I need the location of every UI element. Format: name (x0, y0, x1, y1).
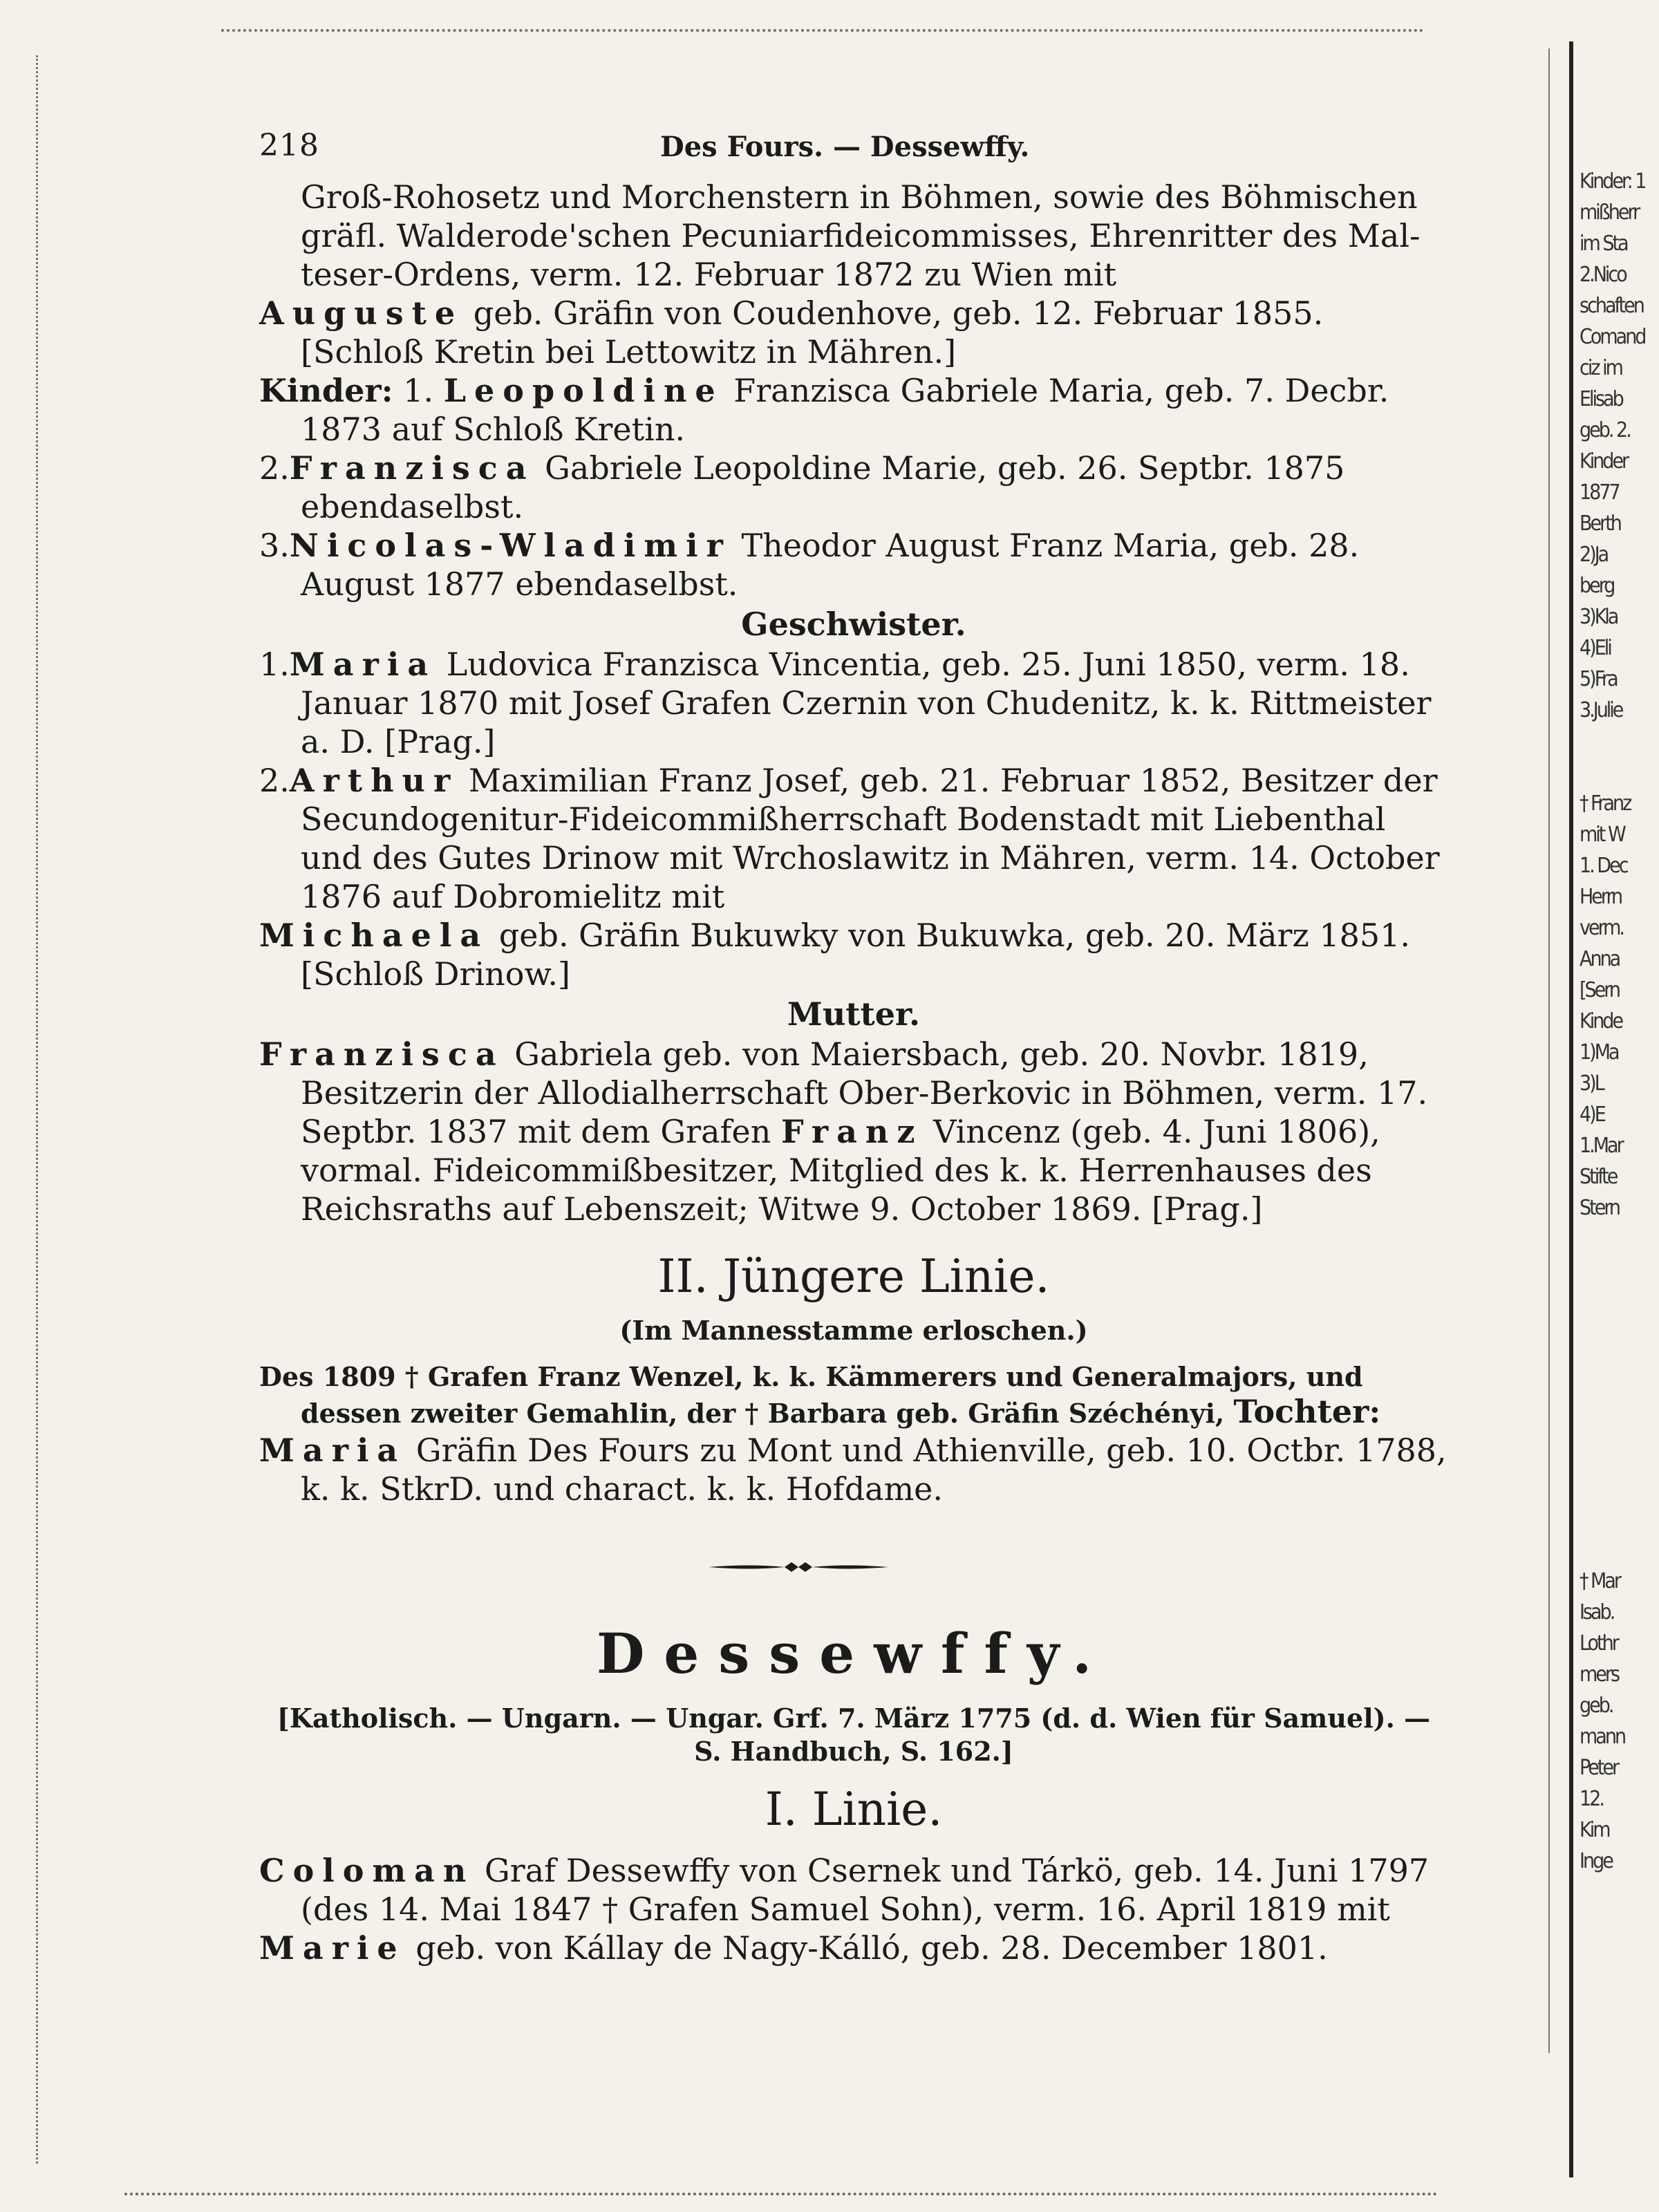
adjacent-fragment-line: Lothr (1580, 1631, 1618, 1656)
sibling-number: 2. (259, 762, 290, 799)
adjacent-fragment-line: verm. (1580, 916, 1624, 940)
adjacent-fragment-line (1580, 1317, 1656, 1348)
continuation-text (259, 178, 1448, 294)
adjacent-fragment-line: berg (1580, 574, 1614, 598)
adjacent-fragment-line (1580, 1410, 1656, 1441)
adjacent-fragment-line (1580, 1224, 1656, 1255)
adjacent-page-fragment (1580, 166, 1656, 2101)
adjacent-fragment-line: Stifte (1580, 1165, 1617, 1189)
daughter-label: Tochter: (1233, 1393, 1381, 1430)
gutter-line (1548, 48, 1550, 2053)
adjacent-fragment-line: † Mar (1580, 1569, 1620, 1593)
sibling-text: Maximilian Franz Josef, geb. 21. Februar 1852, Besitzer der Secundogenitur-Fideicommißherrschaft Bodenstadt mit Liebenthal und des Gutes Drinow mit Wrchoslawitz in Mähren, verm. 14. October 1876 auf Dobromielitz mit (301, 762, 1440, 915)
adjacent-fragment-line: 1877 (1580, 480, 1619, 505)
adjacent-fragment-line: Kinde (1580, 1009, 1622, 1033)
page-header (259, 128, 1448, 178)
sibling-spouse-entry (259, 916, 1448, 993)
adjacent-fragment-line: mit W (1580, 823, 1624, 847)
younger-line-subtitle: (Im Mannesstamme erloschen.) (619, 1315, 1088, 1346)
child-number: 2. (259, 449, 290, 487)
adjacent-fragment-line: Elisab (1580, 387, 1622, 411)
adjacent-fragment-line: Berth (1580, 512, 1620, 536)
top-scan-rule (221, 29, 1424, 32)
adjacent-fragment-line: schaften (1580, 294, 1643, 318)
child-number: 1. (403, 372, 434, 409)
younger-line-intro (259, 1360, 1448, 1431)
adjacent-fragment-line: 3)L (1580, 1071, 1603, 1096)
children-entry-3 (259, 526, 1448, 603)
adjacent-fragment-line: 2.Nico (1580, 263, 1626, 287)
mother-text: Gabriela geb. von Maiersbach, geb. 20. Novbr. 1819, Besitzerin der Allodialherrschaft Ober-Berkovic in Böhmen, verm. 17. Septbr. 1837 mit dem Grafen (301, 1035, 1428, 1150)
adjacent-fragment-line: [Sern (1580, 978, 1619, 1002)
wife-name: Marie (259, 1929, 406, 1967)
adjacent-fragment-line (1580, 1348, 1656, 1379)
page-content (259, 128, 1448, 1967)
adjacent-fragment-line: Anna (1580, 947, 1620, 971)
adjacent-fragment-line: ciz im (1580, 356, 1622, 380)
adjacent-fragment-line: Herrn (1580, 885, 1622, 909)
daughter-text: Gräfin Des Fours zu Mont und Athienville, geb. 10. Octbr. 1788, k. k. StkrD. und charact. k. k. Hofdame. (301, 1432, 1447, 1508)
dessewffy-title: Dessewffy. (596, 1621, 1112, 1686)
adjacent-fragment-line: mers (1580, 1662, 1619, 1687)
daughter-entry (259, 1431, 1448, 1508)
adjacent-fragment-line: Kinder: 1 (1580, 169, 1645, 194)
section-divider-ornament (259, 1550, 1448, 1591)
adjacent-fragment-line (1580, 1441, 1656, 1472)
mother-entry (259, 1035, 1448, 1228)
spouse-text: geb. Gräfin von Coudenhove, geb. 12. Februar 1855. [Schloß Kretin bei Lettowitz in Mähren.] (301, 294, 1324, 371)
adjacent-fragment-line: Kinder (1580, 449, 1628, 474)
adjacent-fragment-line: 2)Ja (1580, 543, 1608, 567)
dessewffy-meta-2: S. Handbuch, S. 162.] (694, 1736, 1013, 1767)
adjacent-fragment-line: 4)Eli (1580, 636, 1611, 660)
sibling-number: 1. (259, 646, 290, 683)
adjacent-fragment-line (1580, 1255, 1656, 1286)
intro-text: Des 1809 † Grafen Franz Wenzel, k. k. Kämmerers und Generalmajors, und dessen zweiter Gemahlin, der † Barbara geb. Gräfin Széchényi, (259, 1361, 1363, 1429)
adjacent-fragment-line: mißherr (1580, 200, 1639, 225)
adjacent-fragment-line (1580, 1472, 1656, 1503)
head-name: Coloman (259, 1852, 475, 1889)
adjacent-fragment-line: Inge (1580, 1849, 1612, 1873)
sibling-name: Maria (289, 646, 437, 683)
adjacent-fragment-line: mann (1580, 1725, 1625, 1749)
adjacent-fragment-line: 5)Fra (1580, 667, 1617, 691)
adjacent-fragment-line: 4)E (1580, 1103, 1604, 1127)
sibling-spouse-text: geb. Gräfin Bukuwky von Bukuwka, geb. 20. März 1851. [Schloß Drinow.] (301, 917, 1411, 993)
children-entry-2 (259, 449, 1448, 526)
continuation-line: Groß-Rohosetz und Morchenstern in Böhmen, sowie des Böhmischen (301, 178, 1418, 216)
spouse-name: Auguste (259, 294, 464, 332)
child-name: Leopoldine (443, 372, 724, 409)
sibling-text: Ludovica Franzisca Vincentia, geb. 25. Juni 1850, verm. 18. Januar 1870 mit Josef Grafen Czernin von Chudenitz, k. k. Rittmeister a. D. [Prag.] (301, 646, 1432, 760)
daughter-name: Maria (259, 1432, 406, 1469)
adjacent-fragment-line: 3.Julie (1580, 698, 1622, 722)
husband-name: Franz (781, 1113, 924, 1150)
left-page-edge (36, 55, 40, 2164)
adjacent-fragment-line (1580, 1379, 1656, 1410)
dessewffy-line-title: I. Linie. (765, 1783, 943, 1836)
child-text: Theodor August Franz Maria, geb. 28. August 1877 ebendaselbst. (301, 527, 1360, 603)
running-head: Des Fours. — Dessewffy. (660, 131, 1030, 163)
spouse-entry (259, 294, 1448, 371)
adjacent-fragment-line (1580, 1535, 1656, 1566)
sibling-entry-2 (259, 761, 1448, 916)
children-entry-1 (259, 371, 1448, 449)
adjacent-fragment-line (1580, 726, 1656, 757)
dessewffy-wife-entry (259, 1929, 1448, 1967)
child-text: Gabriele Leopoldine Marie, geb. 26. Septbr. 1875 ebendaselbst. (301, 449, 1345, 525)
sibling-name: Arthur (289, 762, 459, 799)
adjacent-fragment-line: im Sta (1580, 232, 1627, 256)
adjacent-fragment-line: Peter (1580, 1756, 1618, 1780)
child-text: Franzisca Gabriele Maria, geb. 7. Decbr. 1873 auf Schloß Kretin. (301, 372, 1389, 448)
dessewffy-head-entry (259, 1851, 1448, 1929)
continuation-line: teser-Ordens, verm. 12. Februar 1872 zu Wien mit (301, 256, 1117, 293)
bottom-scan-rule (124, 2193, 1438, 2195)
mother-text-end: Vincenz (geb. 4. Juni 1806), vormal. Fideicommißbesitzer, Mitglied des k. k. Herrenhauses des Reichsraths auf Lebenszeit; Witwe 9. October 1869. [Prag.] (301, 1113, 1380, 1228)
child-name: Nicolas-Wladimir (289, 527, 731, 564)
child-number: 3. (259, 527, 290, 564)
wife-text: geb. von Kállay de Nagy-Kálló, geb. 28. December 1801. (405, 1929, 1328, 1967)
adjacent-fragment-line: 1. Dec (1580, 854, 1627, 878)
adjacent-fragment-line: † Franz (1580, 791, 1631, 816)
continuation-line: gräfl. Walderode'schen Pecuniarfideicommisses, Ehrenritter des Mal- (301, 217, 1421, 254)
adjacent-fragment-line: 12. (1580, 1787, 1603, 1811)
adjacent-fragment-line: Comand (1580, 325, 1645, 349)
child-name: Franzisca (289, 449, 535, 487)
ornament-icon (709, 1557, 888, 1577)
adjacent-fragment-line: Isab. (1580, 1600, 1614, 1624)
adjacent-fragment-line: 1.Mar (1580, 1134, 1622, 1158)
adjacent-fragment-line: geb. (1580, 1694, 1613, 1718)
younger-line-title: II. Jüngere Linie. (657, 1250, 1050, 1303)
adjacent-fragment-line: Kim (1580, 1818, 1609, 1842)
adjacent-fragment-line (1580, 757, 1656, 788)
adjacent-fragment-line: 3)Kla (1580, 605, 1618, 629)
children-label: Kinder: (259, 372, 393, 409)
siblings-heading: Geschwister. (741, 606, 966, 643)
page-number: 218 (259, 128, 319, 163)
head-text: Graf Dessewffy von Csernek und Tárkö, geb. 14. Juni 1797 (des 14. Mai 1847 † Grafen Samuel Sohn), verm. 16. April 1819 mit (301, 1852, 1430, 1928)
mother-name: Franzisca (259, 1035, 505, 1073)
page-fold-line (1569, 41, 1573, 2177)
adjacent-fragment-line: Stern (1580, 1196, 1619, 1220)
sibling-entry-1 (259, 645, 1448, 761)
sibling-spouse-name: Michaela (259, 917, 489, 954)
adjacent-fragment-line (1580, 1286, 1656, 1317)
mother-heading: Mutter. (787, 995, 921, 1033)
dessewffy-meta-1: [Katholisch. — Ungarn. — Ungar. Grf. 7. März 1775 (d. d. Wien für Samuel). — (276, 1703, 1431, 1734)
adjacent-fragment-line (1580, 1503, 1656, 1535)
adjacent-fragment-line: 1)Ma (1580, 1040, 1618, 1065)
adjacent-fragment-line: geb. 2. (1580, 418, 1630, 442)
